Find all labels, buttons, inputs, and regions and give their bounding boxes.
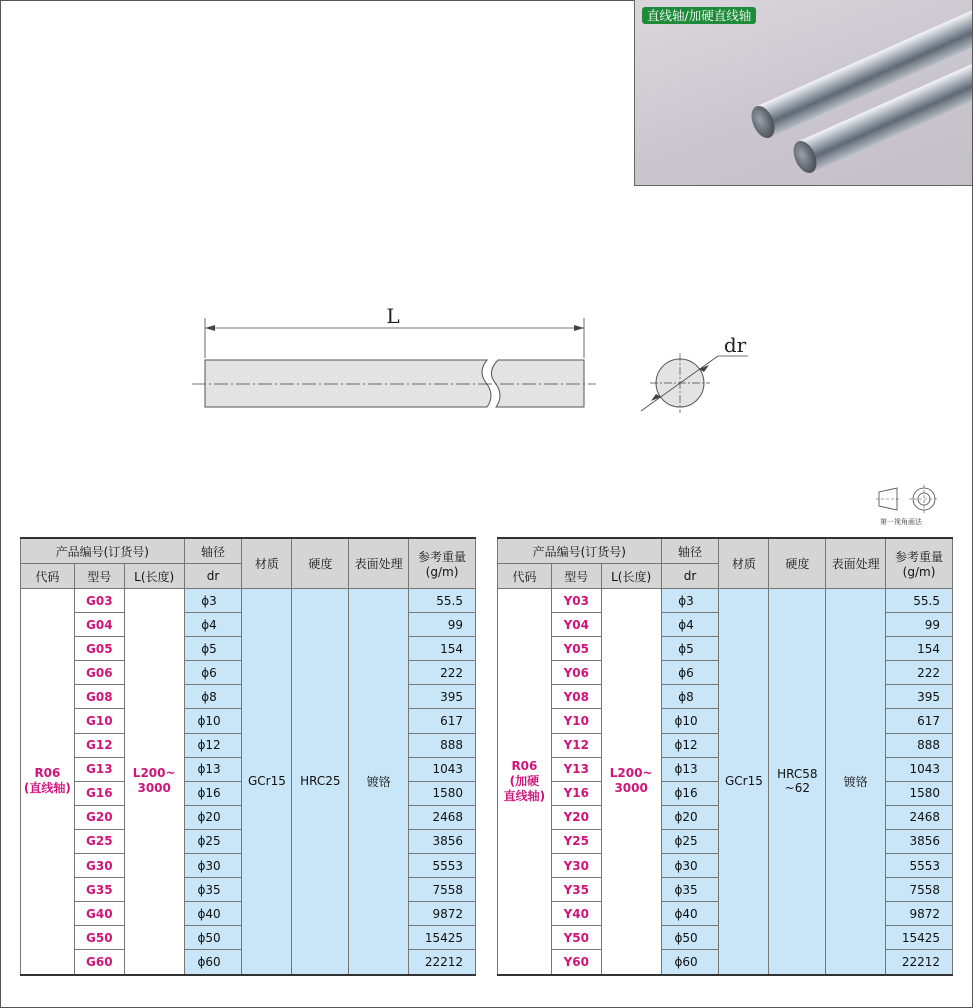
weight-cell: 22212	[886, 950, 953, 975]
length-dimension	[205, 304, 584, 358]
spec-table-hardened	[497, 537, 953, 976]
diameter-cell: ϕ30	[661, 854, 719, 878]
weight-cell: 2468	[886, 805, 953, 829]
diameter-cell: ϕ10	[184, 709, 242, 733]
weight-cell: 5553	[409, 854, 476, 878]
weight-cell: 154	[409, 637, 476, 661]
diameter-cell: ϕ12	[184, 733, 242, 757]
model-cell: Y30	[551, 854, 601, 878]
model-cell: G60	[74, 950, 124, 975]
model-cell: G13	[74, 757, 124, 781]
header-hardness: 硬度	[292, 538, 349, 589]
weight-cell: 99	[409, 613, 476, 637]
header-product-code: 产品编号(订货号)	[21, 538, 185, 564]
weight-cell: 55.5	[409, 589, 476, 613]
model-cell: G16	[74, 781, 124, 805]
header-length: L(长度)	[601, 564, 661, 589]
diameter-cell: ϕ16	[661, 781, 719, 805]
material-cell: GCr15	[719, 589, 769, 975]
diameter-cell: ϕ35	[661, 878, 719, 902]
weight-cell: 9872	[886, 902, 953, 926]
shaft-end-view	[641, 333, 748, 413]
weight-cell: 1043	[886, 757, 953, 781]
first-angle-projection-icon	[876, 485, 939, 513]
model-cell: Y20	[551, 805, 601, 829]
diameter-cell: ϕ10	[661, 709, 719, 733]
model-cell: G04	[74, 613, 124, 637]
length-cell: L200~ 3000	[124, 589, 184, 975]
model-cell: Y10	[551, 709, 601, 733]
diameter-cell: ϕ60	[184, 950, 242, 975]
length-cell: L200~ 3000	[601, 589, 661, 975]
diameter-cell: ϕ50	[184, 926, 242, 950]
weight-cell: 2468	[409, 805, 476, 829]
weight-cell: 222	[409, 661, 476, 685]
weight-cell: 3856	[409, 829, 476, 853]
product-photo-tag: 直线轴/加硬直线轴	[642, 7, 756, 24]
weight-cell: 395	[409, 685, 476, 709]
weight-cell: 617	[409, 709, 476, 733]
header-product-code: 产品编号(订货号)	[498, 538, 662, 564]
surface-treatment-cell: 镀铬	[826, 589, 886, 975]
model-cell: Y60	[551, 950, 601, 975]
model-cell: G12	[74, 733, 124, 757]
diameter-cell: ϕ6	[184, 661, 242, 685]
product-code-cell: R06 (直线轴)	[21, 589, 75, 975]
header-code: 代码	[498, 564, 552, 589]
model-cell: G06	[74, 661, 124, 685]
material-cell: GCr15	[242, 589, 292, 975]
diameter-cell: ϕ40	[184, 902, 242, 926]
model-cell: G40	[74, 902, 124, 926]
weight-cell: 7558	[886, 878, 953, 902]
weight-cell: 395	[886, 685, 953, 709]
header-model: 型号	[74, 564, 124, 589]
model-cell: Y16	[551, 781, 601, 805]
weight-cell: 15425	[409, 926, 476, 950]
header-weight: 参考重量 (g/m)	[409, 538, 476, 589]
header-hardness: 硬度	[769, 538, 826, 589]
header-shaft-dia: 轴径	[184, 538, 242, 564]
header-material: 材质	[719, 538, 769, 589]
diameter-label: dr	[723, 333, 747, 357]
diameter-cell: ϕ8	[661, 685, 719, 709]
weight-cell: 888	[886, 733, 953, 757]
model-cell: G25	[74, 829, 124, 853]
weight-cell: 222	[886, 661, 953, 685]
model-cell: Y40	[551, 902, 601, 926]
diameter-cell: ϕ25	[661, 829, 719, 853]
diameter-cell: ϕ3	[184, 589, 242, 613]
surface-treatment-cell: 镀铬	[349, 589, 409, 975]
diameter-cell: ϕ12	[661, 733, 719, 757]
model-cell: Y13	[551, 757, 601, 781]
length-label: L	[386, 304, 400, 328]
table-row	[21, 589, 476, 613]
header-shaft-dia: 轴径	[661, 538, 719, 564]
model-cell: Y08	[551, 685, 601, 709]
model-cell: Y25	[551, 829, 601, 853]
shaft-side-view	[192, 360, 596, 407]
header-dr: dr	[184, 564, 242, 589]
diameter-cell: ϕ20	[661, 805, 719, 829]
header-surface: 表面处理	[826, 538, 886, 589]
weight-cell: 7558	[409, 878, 476, 902]
model-cell: G35	[74, 878, 124, 902]
diameter-cell: ϕ5	[184, 637, 242, 661]
diameter-cell: ϕ5	[661, 637, 719, 661]
diameter-cell: ϕ3	[661, 589, 719, 613]
diameter-cell: ϕ13	[184, 757, 242, 781]
header-surface: 表面处理	[349, 538, 409, 589]
hardness-cell: HRC58 ~62	[769, 589, 826, 975]
diameter-cell: ϕ35	[184, 878, 242, 902]
projection-label: 第一视角画法	[880, 518, 922, 526]
product-code-cell: R06 (加硬 直线轴)	[498, 589, 552, 975]
diameter-cell: ϕ30	[184, 854, 242, 878]
weight-cell: 22212	[409, 950, 476, 975]
weight-cell: 1580	[886, 781, 953, 805]
diameter-cell: ϕ20	[184, 805, 242, 829]
header-material: 材质	[242, 538, 292, 589]
diameter-cell: ϕ16	[184, 781, 242, 805]
diameter-cell: ϕ4	[184, 613, 242, 637]
weight-cell: 154	[886, 637, 953, 661]
model-cell: Y35	[551, 878, 601, 902]
weight-cell: 888	[409, 733, 476, 757]
weight-cell: 99	[886, 613, 953, 637]
model-cell: G50	[74, 926, 124, 950]
model-cell: G08	[74, 685, 124, 709]
model-cell: Y50	[551, 926, 601, 950]
table-row	[498, 589, 953, 613]
weight-cell: 15425	[886, 926, 953, 950]
diameter-cell: ϕ13	[661, 757, 719, 781]
model-cell: G30	[74, 854, 124, 878]
weight-cell: 9872	[409, 902, 476, 926]
diameter-cell: ϕ6	[661, 661, 719, 685]
header-code: 代码	[21, 564, 75, 589]
header-model: 型号	[551, 564, 601, 589]
model-cell: G05	[74, 637, 124, 661]
weight-cell: 1043	[409, 757, 476, 781]
diameter-cell: ϕ50	[661, 926, 719, 950]
model-cell: G10	[74, 709, 124, 733]
header-length: L(长度)	[124, 564, 184, 589]
weight-cell: 3856	[886, 829, 953, 853]
diameter-cell: ϕ40	[661, 902, 719, 926]
spec-table-standard	[20, 537, 476, 976]
model-cell: Y03	[551, 589, 601, 613]
model-cell: G03	[74, 589, 124, 613]
diameter-cell: ϕ4	[661, 613, 719, 637]
model-cell: Y05	[551, 637, 601, 661]
model-cell: Y06	[551, 661, 601, 685]
weight-cell: 1580	[409, 781, 476, 805]
weight-cell: 5553	[886, 854, 953, 878]
diameter-cell: ϕ8	[184, 685, 242, 709]
model-cell: Y04	[551, 613, 601, 637]
diameter-cell: ϕ60	[661, 950, 719, 975]
model-cell: Y12	[551, 733, 601, 757]
header-weight: 参考重量 (g/m)	[886, 538, 953, 589]
header-dr: dr	[661, 564, 719, 589]
model-cell: G20	[74, 805, 124, 829]
weight-cell: 617	[886, 709, 953, 733]
weight-cell: 55.5	[886, 589, 953, 613]
hardness-cell: HRC25	[292, 589, 349, 975]
diameter-cell: ϕ25	[184, 829, 242, 853]
